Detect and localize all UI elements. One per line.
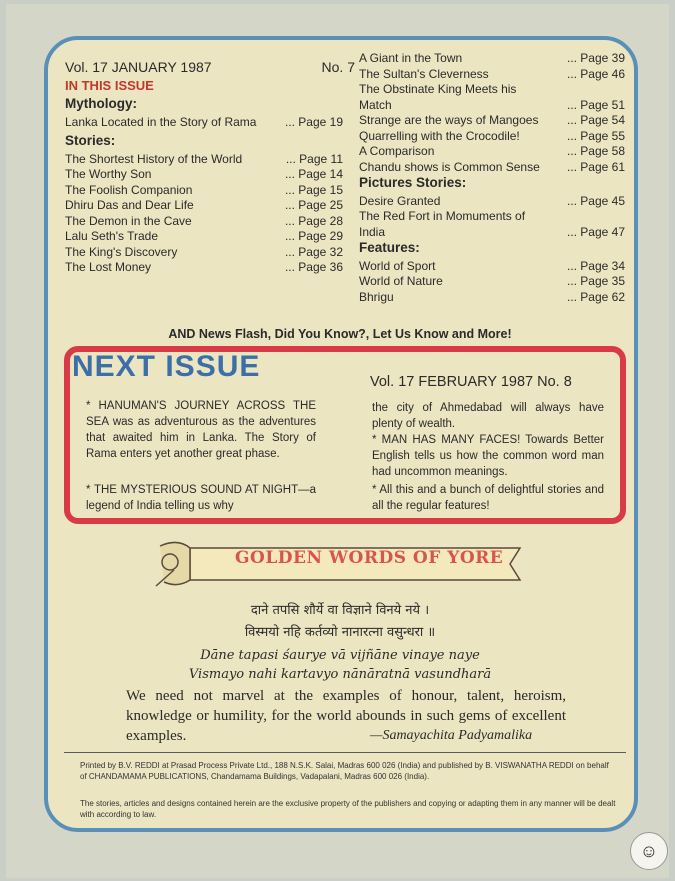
contents-entry <box>359 259 629 275</box>
footer-divider <box>64 752 626 753</box>
entry-page: ... Page 36 <box>284 260 343 274</box>
section-stories: Stories: <box>65 133 116 148</box>
sanskrit-line-2: विस्मयो नहि कर्तव्यो नानारत्ना वसुन्धरा ॥ <box>244 625 436 640</box>
contents-entry <box>65 229 355 245</box>
contents-entry <box>359 51 629 67</box>
entry-title: The Worthy Son <box>65 167 152 181</box>
mythology-list <box>65 115 355 131</box>
features-list <box>359 259 629 306</box>
entry-title: The Obstinate King Meets his Match <box>359 82 517 112</box>
entry-page: ... Page 58 <box>566 144 625 158</box>
contents-entry <box>359 274 629 290</box>
entry-title: A Giant in the Town <box>359 51 463 65</box>
next-issue-title: NEXT ISSUE <box>72 350 261 383</box>
next-issue-volume: Vol. 17 FEBRUARY 1987 No. 8 <box>370 374 572 390</box>
entry-title: The Sultan's Cleverness <box>359 66 489 81</box>
entry-page: ... Page 29 <box>284 229 343 243</box>
next-issue-item-regular-features: * All this and a bunch of delightful stories and all the regular features! <box>372 484 604 512</box>
section-features: Features: <box>359 240 420 255</box>
contents-entry <box>65 115 355 131</box>
contents-entry <box>359 209 629 240</box>
entry-title: Chandu shows is Common Sense <box>359 159 540 174</box>
transliteration-line-1: Dāne tapasi śaurye vā vijñāne vinaye naye <box>200 648 480 663</box>
golden-quote-source: —Samayachita Padyamalika <box>370 728 533 743</box>
sanskrit-line-1: दाने तपसि शौर्ये वा विज्ञाने विनये नये । <box>250 603 430 618</box>
stories-list-right <box>359 51 629 175</box>
entry-title: Bhrigu <box>359 289 394 304</box>
contents-entry <box>359 290 629 306</box>
entry-page: ... Page 39 <box>566 51 625 65</box>
entry-title: Dhiru Das and Dear Life <box>65 198 194 212</box>
contents-entry <box>359 144 629 160</box>
in-this-issue-label: IN THIS ISSUE <box>65 77 154 93</box>
entry-page: ... Page 32 <box>284 244 343 259</box>
contents-entry <box>359 67 629 83</box>
entry-page: ... Page 46 <box>566 66 625 81</box>
more-line: AND News Flash, Did You Know?, Let Us Know and More! <box>168 327 512 341</box>
contents-entry <box>65 183 355 199</box>
entry-title: Lanka Located in the Story of Rama <box>65 114 257 129</box>
entry-page: ... Page 15 <box>284 182 343 197</box>
contents-entry <box>359 194 629 210</box>
transliteration-line-2: Vismayo nahi kartavyo nānāratnā vasundharā <box>188 667 492 682</box>
chandamama-logo-icon: ☺ <box>630 832 668 870</box>
entry-title: The Foolish Companion <box>65 182 193 197</box>
section-pictures: Pictures Stories: <box>359 175 467 190</box>
next-issue-item-ahmedabad: the city of Ahmedabad will always have plenty of wealth. <box>372 402 604 430</box>
entry-page: ... Page 19 <box>284 114 343 129</box>
entry-title: The King's Discovery <box>65 244 178 259</box>
entry-title: The Red Fort in Momuments of India <box>359 209 526 239</box>
entry-title: World of Sport <box>359 258 436 273</box>
entry-title: Lalu Seth's Trade <box>65 229 159 243</box>
contents-right-column <box>359 51 629 305</box>
entry-title: Strange are the ways of Mangoes <box>359 113 539 127</box>
next-issue-item-man-faces: * MAN HAS MANY FACES! Towards Better English tells us how the common word man had uncommon meanings. <box>372 434 604 478</box>
entry-title: World of Nature <box>359 274 443 288</box>
pictures-list <box>359 194 629 241</box>
entry-title: Quarrelling with the Crocodile! <box>359 128 520 143</box>
footer-printed-by: Printed by B.V. REDDI at Prasad Process Private Ltd., 188 N.S.K. Salai, Madras 600 026 (India) and published by B. VISWANATHA REDDI on behalf of CHANDAMAMA PUBLICATIONS, Chandamama Buildings, Vadapalani, Madras 600 026 (India). <box>80 761 609 781</box>
footer-rights: The stories, articles and designs contained herein are the exclusive property of the publishers and copying or adapting them in any manner will be dealt with according to law. <box>80 799 616 819</box>
section-mythology: Mythology: <box>65 96 137 111</box>
contents-entry <box>65 152 355 168</box>
next-issue-item-mysterious-sound: * THE MYSTERIOUS SOUND AT NIGHT—a legend of India telling us why <box>86 484 316 512</box>
entry-page: ... Page 61 <box>566 159 625 174</box>
entry-page: ... Page 62 <box>566 289 625 304</box>
contents-entry <box>65 245 355 261</box>
contents-entry <box>65 214 355 230</box>
contents-entry <box>359 113 629 129</box>
contents-entry <box>359 82 629 113</box>
entry-page: ... Page 28 <box>284 213 343 228</box>
entry-title: Desire Granted <box>359 193 441 208</box>
entry-page: ... Page 45 <box>566 193 625 208</box>
contents-entry <box>359 160 629 176</box>
entry-title: The Shortest History of the World <box>65 151 243 166</box>
entry-page: ... Page 11 <box>285 151 343 166</box>
entry-page: ... Page 34 <box>566 258 625 273</box>
entry-page: ... Page 54 <box>566 113 625 127</box>
golden-words-heading: GOLDEN WORDS OF YORE <box>235 548 504 568</box>
entry-page: ... Page 55 <box>566 128 625 143</box>
golden-quote: We need not marvel at the examples of honour, talent, heroism, knowledge or humility, for the world abounds in such gems of excellent examples. <box>126 688 566 744</box>
entry-page: ... Page 35 <box>566 274 625 288</box>
entry-page: ... Page 51 <box>566 97 625 112</box>
issue-header <box>65 60 355 76</box>
entry-page: ... Page 47 <box>566 224 625 239</box>
entry-page: ... Page 25 <box>284 198 343 212</box>
next-issue-item-hanuman: * HANUMAN'S JOURNEY ACROSS THE SEA was as adventurous as the adventures that awaited him in Lanka. The Story of Rama enters yet another great phase. <box>86 400 316 460</box>
issue-number: No. 7 <box>321 59 355 75</box>
stories-list-left <box>65 152 355 276</box>
entry-title: The Demon in the Cave <box>65 213 192 228</box>
entry-title: A Comparison <box>359 144 435 158</box>
entry-page: ... Page 14 <box>284 167 343 181</box>
contents-entry <box>65 167 355 183</box>
contents-entry <box>65 198 355 214</box>
contents-left-column <box>65 60 355 276</box>
issue-volume-date: Vol. 17 JANUARY 1987 <box>65 59 212 75</box>
entry-title: The Lost Money <box>65 260 152 274</box>
contents-entry <box>359 129 629 145</box>
contents-entry <box>65 260 355 276</box>
